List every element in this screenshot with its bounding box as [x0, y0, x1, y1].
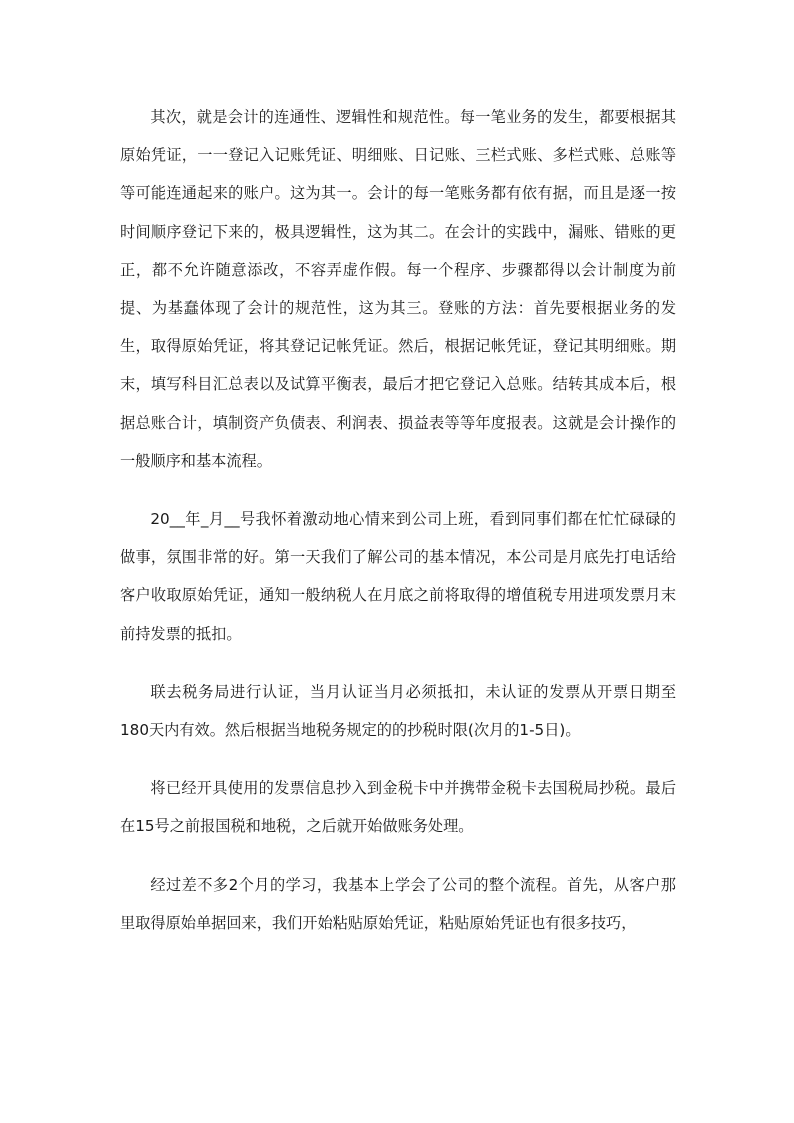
paragraph-spacer	[120, 480, 676, 500]
paragraph-1: 其次，就是会计的连通性、逻辑性和规范性。每一笔业务的发生，都要根据其原始凭证，一一登记入记账凭证、明细账、日记账、三栏式账、多栏式账、总账等等可能连通起来的账户。这为其一。会计的每一笔账务都有依有据，而且是逐一按时间顺序登记下来的，极具逻辑性，这为其二。在会计的实践中，漏账、错账的更正，都不允许随意添改，不容弄虚作假。每一个程序、步骤都得以会计制度为前提、为基蠢体现了会计的规范性，这为其三。登账的方法：首先要根据业务的发生，取得原始凭证，将其登记记帐凭证。然后，根据记帐凭证，登记其明细账。期末，填写科目汇总表以及试算平衡表，最后才把它登记入总账。结转其成本后，根据总账合计，填制资产负债表、利润表、损益表等等年度报表。这就是会计操作的一般顺序和基本流程。	[120, 108, 676, 470]
paragraph-spacer	[120, 653, 676, 673]
paragraph-4: 将已经开具使用的发票信息抄入到金税卡中并携带金税卡去国税局抄税。最后在15号之前报国税和地税，之后就开始做账务处理。	[120, 779, 676, 836]
paragraph-spacer	[120, 846, 676, 866]
document-body	[120, 98, 676, 942]
paragraph-2: 20__年_月__号我怀着激动地心情来到公司上班，看到同事们都在忙忙碌碌的做事，氛围非常的好。第一天我们了解公司的基本情况，本公司是月底先打电话给客户收取原始凭证，通知一般纳税人在月底之前将取得的增值税专用进项发票月末前持发票的抵扣。	[120, 510, 676, 643]
paragraph-3: 联去税务局进行认证，当月认证当月必须抵扣，未认证的发票从开票日期至180天内有效。然后根据当地税务规定的的抄税时限(次月的1-5日)。	[120, 682, 676, 740]
paragraph-5: 经过差不多2个月的学习，我基本上学会了公司的整个流程。首先，从客户那里取得原始单据回来，我们开始粘贴原始凭证，粘贴原始凭证也有很多技巧，	[120, 875, 676, 932]
paragraph-spacer	[120, 749, 676, 769]
